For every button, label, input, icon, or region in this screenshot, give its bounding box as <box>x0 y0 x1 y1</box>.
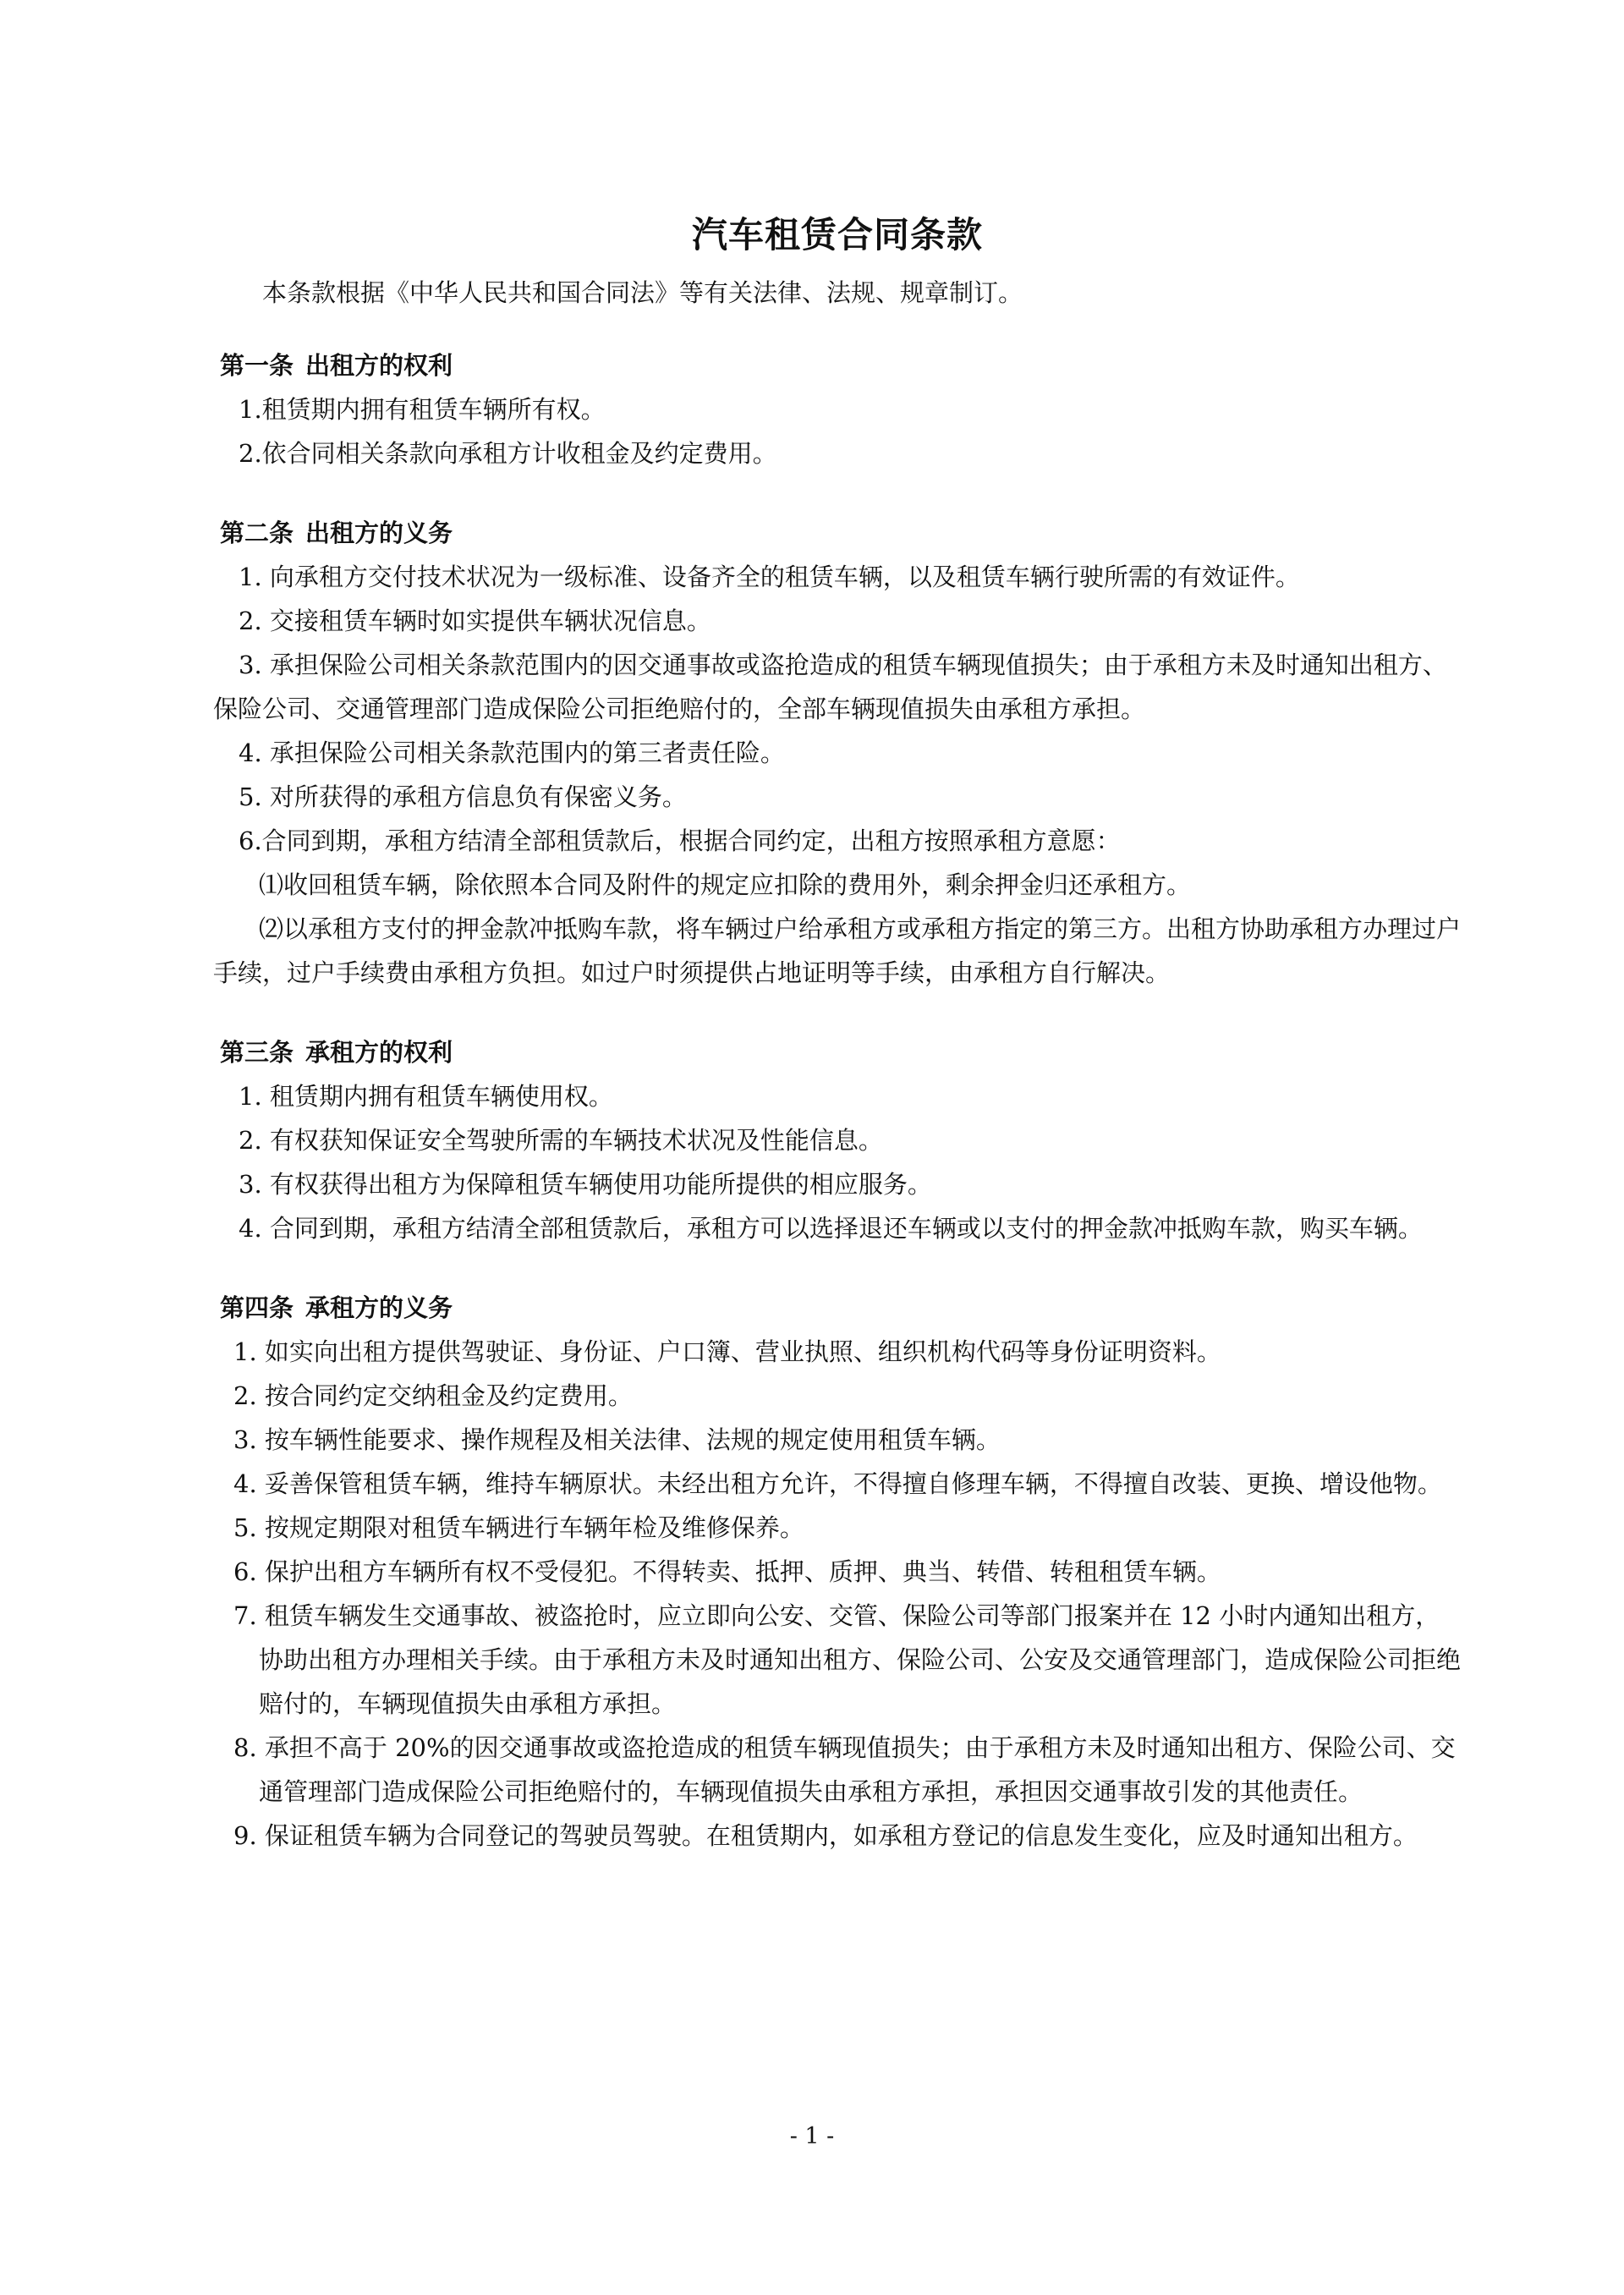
clause-item: 6.合同到期，承租方结清全部租赁款后，根据合同约定，出租方按照承租方意愿： <box>239 826 1121 855</box>
clause-item: 2. 交接租赁车辆时如实提供车辆状况信息。 <box>239 607 711 635</box>
section-number: 第三条 <box>220 1038 294 1067</box>
clause-item: 5. 按规定期限对租赁车辆进行车辆年检及维修保养。 <box>233 1513 804 1542</box>
clause-item: 2. 按合同约定交纳租金及约定费用。 <box>233 1381 633 1410</box>
section-name: 出租方的义务 <box>305 519 453 547</box>
section-name: 承租方的权利 <box>305 1038 453 1067</box>
clause-item: 1.租赁期内拥有租赁车辆所有权。 <box>239 395 606 424</box>
section-number: 第二条 <box>220 519 294 547</box>
clause-item: 6. 保护出租方车辆所有权不受侵犯。不得转卖、抵押、质押、典当、转借、转租租赁车辆。 <box>233 1557 1221 1586</box>
section-number: 第四条 <box>220 1293 294 1322</box>
clause-item: 3. 按车辆性能要求、操作规程及相关法律、法规的规定使用租赁车辆。 <box>233 1425 1001 1454</box>
intro-paragraph: 本条款根据《中华人民共和国合同法》等有关法律、法规、规章制订。 <box>262 278 1023 307</box>
clause-item: 9. 保证租赁车辆为合同登记的驾驶员驾驶。在租赁期内，如承租方登记的信息发生变化，应及时通知出租方。 <box>233 1821 1418 1850</box>
clause-item: 4. 妥善保管租赁车辆，维持车辆原状。未经出租方允许，不得擅自修理车辆，不得擅自改装、更换、增设他物。 <box>233 1469 1442 1498</box>
clause-subitem: ⑴收回租赁车辆，除依照本合同及附件的规定应扣除的费用外，剩余押金归还承租方。 <box>259 870 1192 899</box>
section-lessee-obligations <box>213 1286 1462 1858</box>
section-number: 第一条 <box>220 351 294 380</box>
clause-item: 8. 承担不高于 20%的因交通事故或盗抢造成的租赁车辆现值损失；由于承租方未及时通知出租方、保险公司、交通管理部门造成保险公司拒绝赔付的，车辆现值损失由承租方承担，承担因交通事故引发的其他责任。 <box>233 1733 1456 1806</box>
clause-item: 2.依合同相关条款向承租方计收租金及约定费用。 <box>239 439 777 468</box>
clause-subitem: ⑵以承租方支付的押金款冲抵购车款，将车辆过户给承租方或承租方指定的第三方。出租方协助承租方办理过户手续，过户手续费由承租方负担。如过户时须提供占地证明等手续，由承租方自行解决。 <box>213 914 1462 987</box>
clause-item: 3. 承担保险公司相关条款范围内的因交通事故或盗抢造成的租赁车辆现值损失；由于承租方未及时通知出租方、保险公司、交通管理部门造成保险公司拒绝赔付的，全部车辆现值损失由承租方承担。 <box>213 651 1447 723</box>
section-heading <box>220 1286 1462 1330</box>
section-heading <box>220 1030 1462 1074</box>
section-lessor-rights <box>213 343 1462 475</box>
clause-item: 3. 有权获得出租方为保障租赁车辆使用功能所提供的相应服务。 <box>239 1170 932 1199</box>
clause-item: 1. 租赁期内拥有租赁车辆使用权。 <box>239 1082 613 1111</box>
section-lessor-obligations <box>213 511 1462 995</box>
section-lessee-rights <box>213 1030 1462 1250</box>
clause-item: 1. 向承租方交付技术状况为一级标准、设备齐全的租赁车辆，以及租赁车辆行驶所需的有效证件。 <box>239 563 1300 591</box>
clause-item: 4. 合同到期，承租方结清全部租赁款后，承租方可以选择退还车辆或以支付的押金款冲抵购车款，购买车辆。 <box>239 1214 1423 1243</box>
section-heading <box>220 343 1462 387</box>
section-heading <box>220 511 1462 555</box>
clause-item: 1. 如实向出租方提供驾驶证、身份证、户口簿、营业执照、组织机构代码等身份证明资料。 <box>233 1337 1221 1366</box>
section-name: 出租方的权利 <box>305 351 453 380</box>
clause-item: 4. 承担保险公司相关条款范围内的第三者责任险。 <box>239 738 785 767</box>
document-body <box>213 211 1462 1893</box>
page-number: - 1 - <box>789 2123 835 2150</box>
section-name: 承租方的义务 <box>305 1293 453 1322</box>
document-title: 汽车租赁合同条款 <box>691 214 983 255</box>
clause-item: 5. 对所获得的承租方信息负有保密义务。 <box>239 782 687 811</box>
clause-item: 7. 租赁车辆发生交通事故、被盗抢时，应立即向公安、交管、保险公司等部门报案并在 12 小时内通知出租方，协助出租方办理相关手续。由于承租方未及时通知出租方、保险公司、公安及交通管理部门，造成保险公司拒绝赔付的，车辆现值损失由承租方承担。 <box>233 1601 1462 1718</box>
clause-item: 2. 有权获知保证安全驾驶所需的车辆技术状况及性能信息。 <box>239 1126 883 1155</box>
